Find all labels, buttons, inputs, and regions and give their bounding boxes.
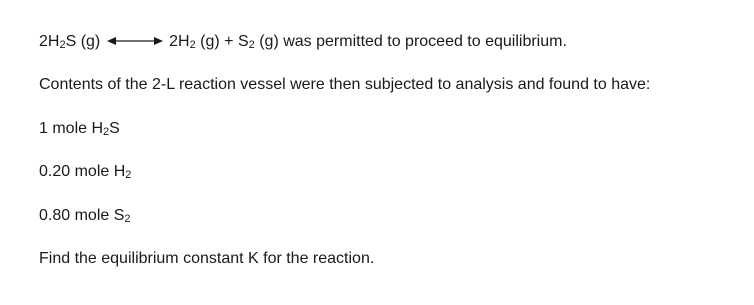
analysis-statement: Contents of the 2-L reaction vessel were then subjected to analysis and found to have:	[39, 76, 651, 93]
amount-h2: 0.20 mole $H_2$	[39, 163, 132, 181]
amount-h2s: 1 mole $H_2S$	[39, 120, 120, 138]
double-headed-arrow-icon	[105, 33, 165, 50]
product-formula: $2H_2$ $(g) + S_2$ (g) was permitted to proceed to equilibrium.	[169, 33, 567, 51]
question-text: Find the equilibrium constant K for the reaction.	[39, 250, 375, 267]
reactant-formula: $2H_2S$ (g)	[39, 33, 101, 51]
reaction-equation	[39, 32, 567, 52]
amount-s2: 0.80 mole $S_2$	[39, 207, 131, 225]
